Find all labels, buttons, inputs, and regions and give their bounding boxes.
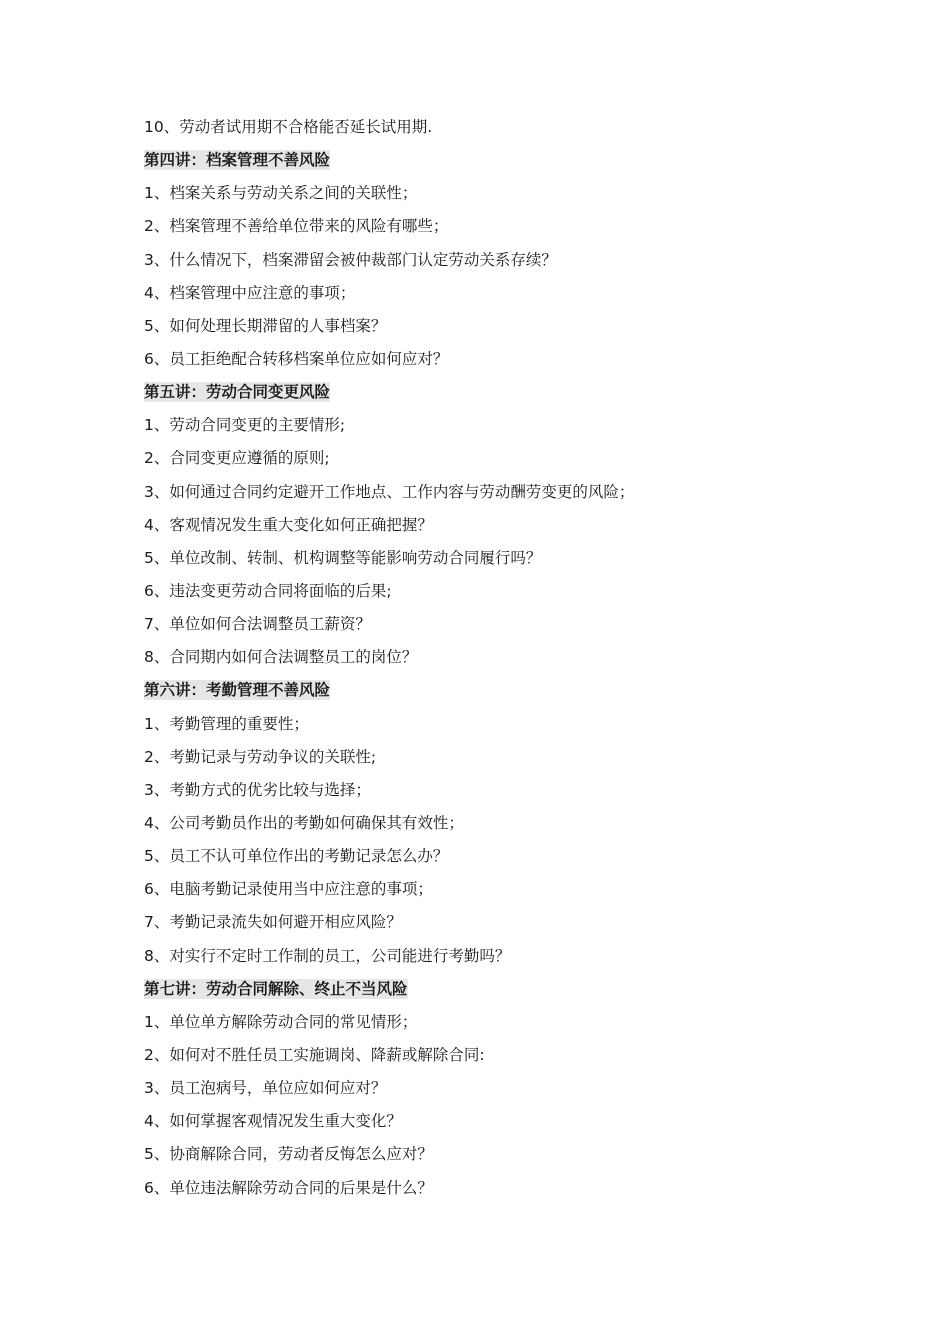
list-item: 6、违法变更劳动合同将面临的后果;	[144, 581, 392, 600]
list-item: 4、档案管理中应注意的事项；	[144, 283, 356, 302]
list-item: 2、如何对不胜任员工实施调岗、降薪或解除合同:	[144, 1045, 485, 1064]
list-item: 4、如何掌握客观情况发生重大变化？	[144, 1112, 402, 1131]
list-item: 4、公司考勤员作出的考勤如何确保其有效性；	[144, 813, 464, 832]
list-item: 1、劳动合同变更的主要情形;	[144, 416, 346, 435]
list-item: 5、单位改制、转制、机构调整等能影响劳动合同履行吗？	[144, 548, 542, 567]
list-item: 6、单位违法解除劳动合同的后果是什么？	[144, 1178, 433, 1197]
section-heading-text: 第四讲：档案管理不善风险	[144, 151, 331, 170]
list-item: 6、电脑考勤记录使用当中应注意的事项；	[144, 880, 433, 899]
list-item: 10、劳动者试用期不合格能否延长试用期.	[144, 118, 433, 136]
list-item: 1、单位单方解除劳动合同的常见情形；	[144, 1012, 418, 1031]
list-item: 2、档案管理不善给单位带来的风险有哪些；	[144, 217, 449, 236]
section-heading	[144, 146, 824, 179]
list-item: 4、客观情况发生重大变化如何正确把握？	[144, 515, 433, 534]
list-item: 8、合同期内如何合法调整员工的岗位？	[144, 648, 418, 667]
list-item: 1、档案关系与劳动关系之间的关联性；	[144, 184, 418, 203]
list-item: 2、考勤记录与劳动争议的关联性;	[144, 747, 377, 766]
list-item: 3、员工泡病号，单位应如何应对？	[144, 1079, 387, 1098]
section-heading	[144, 378, 824, 411]
list-item: 7、考勤记录流失如何避开相应风险？	[144, 913, 402, 932]
document-page	[144, 113, 824, 1207]
section-heading	[144, 676, 824, 709]
list-item: 5、协商解除合同，劳动者反悔怎么应对？	[144, 1145, 433, 1164]
section-heading-text: 第五讲：劳动合同变更风险	[144, 383, 331, 402]
list-item: 7、单位如何合法调整员工薪资？	[144, 615, 371, 634]
list-item: 6、员工拒绝配合转移档案单位应如何应对？	[144, 349, 449, 368]
list-item: 2、合同变更应遵循的原则;	[144, 449, 330, 468]
list-item: 5、员工不认可单位作出的考勤记录怎么办？	[144, 847, 449, 866]
section-heading-text: 第六讲：考勤管理不善风险	[144, 681, 331, 700]
section-heading	[144, 975, 824, 1008]
list-item: 3、考勤方式的优劣比较与选择；	[144, 780, 371, 799]
list-item: 5、如何处理长期滞留的人事档案？	[144, 316, 387, 335]
list-item: 3、如何通过合同约定避开工作地点、工作内容与劳动酬劳变更的风险；	[144, 482, 635, 501]
list-item: 3、什么情况下，档案滞留会被仲裁部门认定劳动关系存续？	[144, 250, 557, 269]
list-item: 8、对实行不定时工作制的员工，公司能进行考勤吗？	[144, 946, 511, 965]
section-heading-text: 第七讲：劳动合同解除、终止不当风险	[144, 979, 408, 998]
list-item: 1、考勤管理的重要性；	[144, 714, 309, 733]
